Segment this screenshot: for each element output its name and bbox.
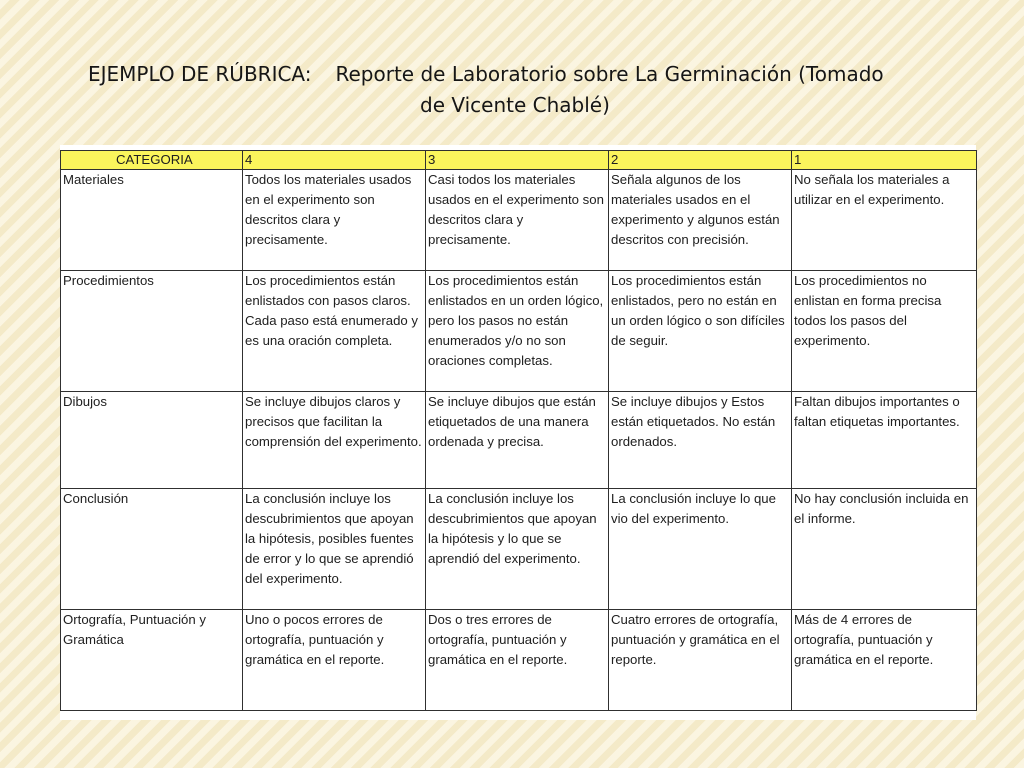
slide-title (88, 62, 988, 86)
category-cell: Procedimientos (61, 271, 243, 392)
table-row (61, 271, 977, 392)
table-row (61, 170, 977, 271)
header-cell: 2 (609, 151, 792, 170)
rubric-cell: Casi todos los materiales usados en el experimento son descritos clara y precisamente. (426, 170, 609, 271)
rubric-cell: Se incluye dibujos y Estos están etiquetados. No están ordenados. (609, 392, 792, 489)
rubric-cell: Señala algunos de los materiales usados en el experimento y algunos están descritos con precisión. (609, 170, 792, 271)
rubric-cell: No señala los materiales a utilizar en el experimento. (792, 170, 977, 271)
rubric-cell: Los procedimientos están enlistados, pero no están en un orden lógico o son difíciles de seguir. (609, 271, 792, 392)
rubric-cell: Se incluye dibujos que están etiquetados de una manera ordenada y precisa. (426, 392, 609, 489)
category-cell: Dibujos (61, 392, 243, 489)
rubric-cell: Los procedimientos están enlistados con pasos claros. Cada paso está enumerado y es una oración completa. (243, 271, 426, 392)
title-text-line2: de Vicente Chablé) (420, 93, 610, 117)
header-cell: CATEGORIA (61, 151, 243, 170)
rubric-cell: Todos los materiales usados en el experimento son descritos clara y precisamente. (243, 170, 426, 271)
table-row (61, 610, 977, 711)
rubric-cell: No hay conclusión incluida en el informe. (792, 489, 977, 610)
category-cell: Conclusión (61, 489, 243, 610)
rubric-cell: La conclusión incluye lo que vio del experimento. (609, 489, 792, 610)
rubric-table (60, 150, 977, 711)
rubric-cell: La conclusión incluye los descubrimientos que apoyan la hipótesis y lo que se aprendió del experimento. (426, 489, 609, 610)
table-row (61, 392, 977, 489)
rubric-cell: Faltan dibujos importantes o faltan etiquetas importantes. (792, 392, 977, 489)
category-cell: Materiales (61, 170, 243, 271)
rubric-cell: Los procedimientos no enlistan en forma precisa todos los pasos del experimento. (792, 271, 977, 392)
table-row (61, 489, 977, 610)
header-cell: 4 (243, 151, 426, 170)
title-text: Reporte de Laboratorio sobre La Germinación (Tomado (335, 62, 884, 86)
header-cell: 1 (792, 151, 977, 170)
rubric-cell: Más de 4 errores de ortografía, puntuación y gramática en el reporte. (792, 610, 977, 711)
rubric-cell: Se incluye dibujos claros y precisos que facilitan la comprensión del experimento. (243, 392, 426, 489)
header-cell: 3 (426, 151, 609, 170)
rubric-cell: Cuatro errores de ortografía, puntuación y gramática en el reporte. (609, 610, 792, 711)
category-cell: Ortografía, Puntuación y Gramática (61, 610, 243, 711)
rubric-cell: Uno o pocos errores de ortografía, puntuación y gramática en el reporte. (243, 610, 426, 711)
rubric-panel (60, 145, 976, 720)
rubric-cell: Dos o tres errores de ortografía, puntuación y gramática en el reporte. (426, 610, 609, 711)
rubric-cell: Los procedimientos están enlistados en un orden lógico, pero los pasos no están enumerados y/o no son oraciones completas. (426, 271, 609, 392)
table-header-row (61, 151, 977, 170)
rubric-cell: La conclusión incluye los descubrimientos que apoyan la hipótesis, posibles fuentes de error y lo que se aprendió del experimento. (243, 489, 426, 610)
title-label: EJEMPLO DE RÚBRICA: (88, 62, 312, 86)
